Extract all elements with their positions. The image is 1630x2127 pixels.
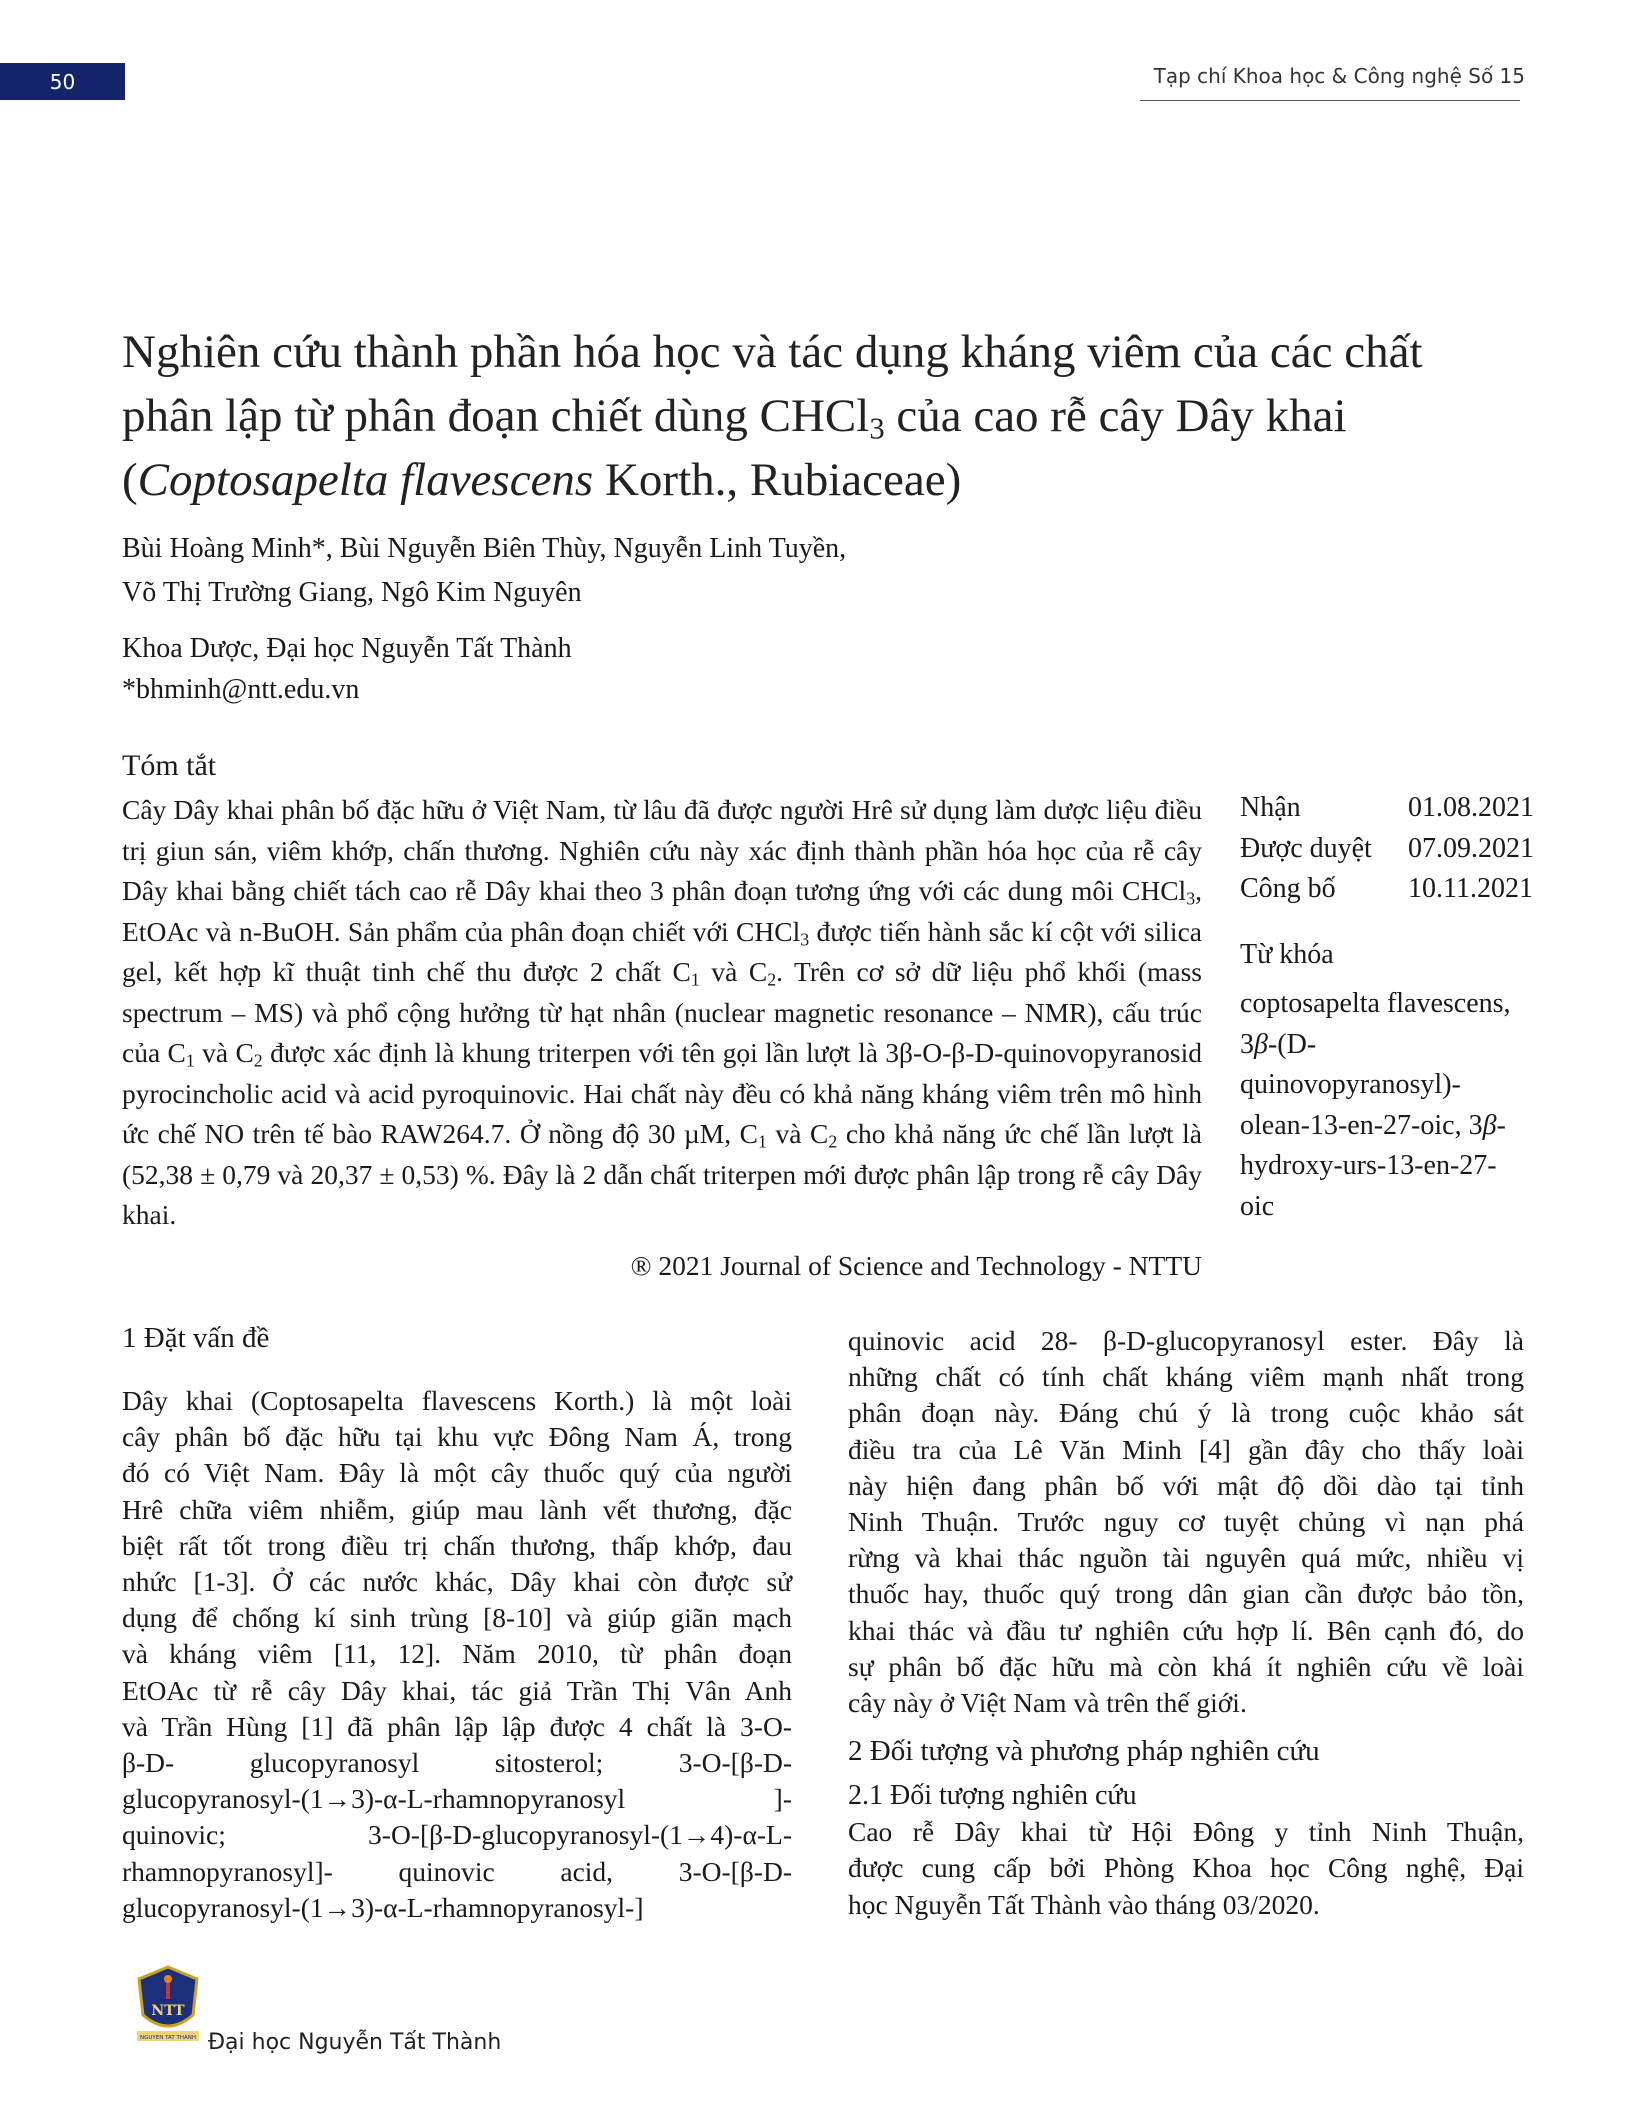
date-label: Công bố <box>1240 873 1336 904</box>
keywords-list <box>1240 984 1540 1227</box>
text-line: đó có Việt Nam. Đây là một cây thuốc quý của người <box>122 1457 792 1489</box>
abstract-text-5: . Trên cơ sở dữ liệu phổ khối (mass spectrum – MS) và phổ cộng hưởng từ hạt nhân (nuclear magnetic resonance – NMR), cấu trúc của C <box>122 956 1202 1068</box>
text-line: cây này ở Việt Nam và trên thế giới. <box>848 1687 1247 1719</box>
abstract-sub-8: 2 <box>828 1131 838 1152</box>
text-line: glucopyranosyl-(1→3)-α-L-rhamnopyranosyl-] <box>122 1891 644 1923</box>
keyword-part: olean-13-en-27-oic, 3 <box>1240 1109 1483 1141</box>
keyword-line: coptosapelta flavescens, <box>1240 988 1511 1019</box>
text-line: Ninh Thuận. Trước nguy cơ tuyệt chủng vì nạn phá <box>848 1506 1524 1538</box>
authors <box>122 527 846 615</box>
section-1-text-right <box>848 1323 1524 1721</box>
title-line-3-rest: Korth., Rubiaceae) <box>593 454 962 506</box>
title-line-2-b: của cao rễ cây Dây khai <box>884 390 1347 442</box>
title-line-1: Nghiên cứu thành phần hóa học và tác dụng kháng viêm của các chất <box>122 326 1423 378</box>
title-line-3-open: ( <box>122 454 138 506</box>
date-value: 10.11.2021 <box>1408 873 1533 904</box>
title-line-2 <box>122 384 1542 448</box>
title-line-2-sub: 3 <box>869 411 885 446</box>
article-title <box>122 320 1542 512</box>
text-line: rhamnopyranosyl]- quinovic acid, 3-O-[β-D- <box>122 1855 792 1887</box>
keyword-beta: β <box>1482 1109 1497 1141</box>
abstract-sub-7: 1 <box>757 1131 767 1152</box>
keyword-line: hydroxy-urs-13-en-27- <box>1240 1150 1497 1181</box>
abstract-text-8: và C <box>766 1118 829 1149</box>
text-line: dụng để chống kí sinh trùng [8-10] và giúp giãn mạch <box>122 1602 792 1634</box>
title-species-name: Coptosapelta flavescens <box>137 454 594 506</box>
text-line: và Trần Hùng [1] đã phân lập lập được 4 chất là 3-O- <box>122 1710 792 1742</box>
keyword-part: 3 <box>1240 1028 1254 1060</box>
keywords-heading: Từ khóa <box>1240 939 1334 970</box>
body-column-right <box>848 1323 1524 1923</box>
abstract-sub-4: 2 <box>767 969 777 990</box>
date-value: 07.09.2021 <box>1408 832 1534 864</box>
text-line: khai thác và đầu tư nghiên cứu hợp lí. Bên cạnh đó, do <box>848 1614 1524 1646</box>
text-line: biệt rất tốt trong điều trị chấn thương, thấp khớp, đau <box>122 1529 792 1561</box>
abstract-text-3: được tiến hành sắc kí cột với silica gel, kết hợp kĩ thuật tinh chế thu được 2 chất C <box>122 915 1202 987</box>
authors-line-2: Võ Thị Trường Giang, Ngô Kim Nguyên <box>122 577 582 608</box>
date-published <box>1240 869 1534 910</box>
text-line: này hiện đang phân bố với mật độ dồi dào tại tỉnh <box>848 1469 1524 1501</box>
date-label: Được duyệt <box>1240 832 1372 864</box>
keyword-part: -(D- <box>1267 1028 1317 1060</box>
abstract-text-2: , EtOAc và n-BuOH. Sản phẩm của phân đoạn chiết với CHCl <box>122 875 1202 947</box>
date-received <box>1240 788 1534 829</box>
text-line: nhức [1-3]. Ở các nước khác, Dây khai còn được sử <box>122 1566 792 1598</box>
text-line: rừng và khai thác nguồn tài nguyên quá mức, nhiều vị <box>848 1542 1524 1574</box>
page-number-badge <box>0 63 125 100</box>
text-line: EtOAc từ rễ cây Dây khai, tác giả Trần Thị Vân Anh <box>122 1674 792 1706</box>
date-value: 01.08.2021 <box>1408 792 1534 823</box>
corresponding-email[interactable]: *bhminh@ntt.edu.vn <box>122 674 360 705</box>
abstract-text-6: và C <box>194 1037 254 1068</box>
article-dates <box>1240 788 1534 910</box>
text-line: quinovic; 3-O-[β-D-glucopyranosyl-(1→4)-α-L- <box>122 1819 792 1851</box>
text-line: β-D- glucopyranosyl sitosterol; 3-O-[β-D- <box>122 1747 792 1779</box>
text-line: những chất có tính chất kháng viêm mạnh nhất trong <box>848 1361 1524 1393</box>
text-line: học Nguyễn Tất Thành vào tháng 03/2020. <box>848 1888 1320 1920</box>
keyword-beta: β <box>1254 1028 1268 1060</box>
page-number: 50 <box>49 69 76 94</box>
text-line: Hrê chữa viêm nhiễm, giúp mau lành vết thương, đặc <box>122 1493 792 1525</box>
logo-text: NTT <box>151 2003 185 2019</box>
text-line: sự phân bố đặc hữu mà còn khá ít nghiên cứu về loài <box>848 1650 1524 1682</box>
abstract-sub-2: 3 <box>800 928 810 949</box>
text-line: quinovic acid 28- β-D-glucopyranosyl ester. Đây là <box>848 1325 1524 1356</box>
text-line: và kháng viêm [11, 12]. Năm 2010, từ phân đoạn <box>122 1638 792 1670</box>
date-label: Nhận <box>1240 792 1301 823</box>
text-line: cây phân bố đặc hữu tại khu vực Đông Nam Á, trong <box>122 1421 792 1453</box>
institution: Khoa Dược, Đại học Nguyễn Tất Thành <box>122 633 572 664</box>
title-line-2-a: phân lập từ phân đoạn chiết dùng CHCl <box>122 390 870 442</box>
text-line: được cung cấp bởi Phòng Khoa học Công nghệ, Đại <box>848 1852 1524 1884</box>
keyword-part: - <box>1496 1109 1506 1141</box>
abstract-paragraph <box>122 790 1202 1236</box>
university-logo-icon <box>133 1965 203 2045</box>
header-divider <box>1140 100 1520 101</box>
text-line: glucopyranosyl-(1→3)-α-L-rhamnopyranosyl ]- <box>122 1783 792 1815</box>
abstract-text-9: cho khả năng ức chế lần lượt là (52,38 ± 0,79 và 20,37 ± 0,53) %. Đây là 2 dẫn chất triterpen mới được phân lập trong rễ cây Dây khai. <box>122 1118 1202 1230</box>
abstract-sub-3: 1 <box>690 969 700 990</box>
body-column-left <box>122 1322 792 1926</box>
keyword-line: quinovopyranosyl)- <box>1240 1069 1461 1100</box>
keyword-line <box>1240 1025 1540 1066</box>
text-line: thuốc hay, thuốc quý trong dân gian cần được bảo tồn, <box>848 1578 1524 1610</box>
section-2-1-text <box>848 1814 1524 1923</box>
section-2-heading: 2 Đối tượng và phương pháp nghiên cứu <box>848 1735 1320 1768</box>
section-2-1-heading: 2.1 Đối tượng nghiên cứu <box>848 1780 1137 1812</box>
section-1-text-left <box>122 1383 792 1926</box>
copyright-notice: ® 2021 Journal of Science and Technology - NTTU <box>630 1250 1202 1281</box>
abstract-sub-6: 2 <box>253 1050 263 1071</box>
abstract-text-1: Cây Dây khai phân bố đặc hữu ở Việt Nam, từ lâu đã được người Hrê sử dụng làm dược liệu điều trị giun sán, viêm khớp, chấn thương. Nghiên cứu này xác định thành phần hóa học của rễ cây Dây khai bằng chiết tách cao rễ Dây khai theo 3 phân đoạn tương ứng với các dung môi CHCl <box>122 794 1202 906</box>
affiliation <box>122 628 572 710</box>
abstract-text-4: và C <box>699 956 768 987</box>
title-line-3 <box>122 448 1542 512</box>
abstract-heading: Tóm tắt <box>122 749 217 782</box>
abstract-sub-5: 1 <box>185 1050 195 1071</box>
keyword-line: oic <box>1240 1190 1275 1222</box>
text-line: phân đoạn này. Đáng chú ý là trong cuộc khảo sát <box>848 1397 1524 1429</box>
section-1-heading: 1 Đặt vấn đề <box>122 1322 270 1354</box>
footer-university: Đại học Nguyễn Tất Thành <box>208 2030 502 2055</box>
keyword-line <box>1240 1106 1540 1147</box>
abstract-text-7: được xác định là khung triterpen với tên gọi lần lượt là 3β-O-β-D-quinovopyranosid pyrocincholic acid và acid pyroquinovic. Hai chất này đều có khả năng kháng viêm trên mô hình ức chế NO trên tế bào RAW264.7. Ở nồng độ 30 µM, C <box>122 1037 1202 1149</box>
abstract-sub-1: 3 <box>1186 888 1196 909</box>
text-line: điều tra của Lê Văn Minh [4] gần đây cho thấy loài <box>848 1433 1524 1465</box>
text-line: Cao rễ Dây khai từ Hội Đông y tỉnh Ninh Thuận, <box>848 1816 1524 1848</box>
authors-line-1: Bùi Hoàng Minh*, Bùi Nguyễn Biên Thùy, Nguyễn Linh Tuyền, <box>122 533 847 564</box>
text-line: Dây khai (Coptosapelta flavescens Korth.) là một loài <box>122 1385 792 1416</box>
journal-name: Tạp chí Khoa học & Công nghệ Số 15 <box>1153 64 1525 88</box>
logo-caption: NGUYEN TAT THANH <box>140 2035 196 2041</box>
abstract-body <box>122 790 1202 1236</box>
university-logo <box>133 1965 203 2045</box>
date-accepted <box>1240 829 1534 870</box>
